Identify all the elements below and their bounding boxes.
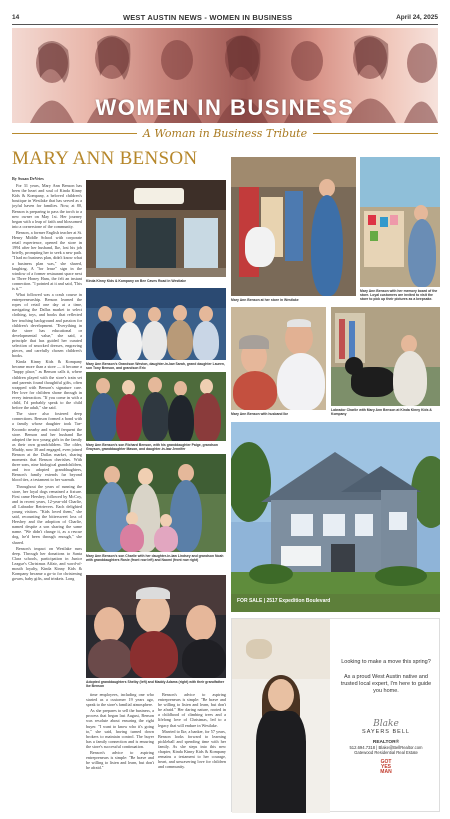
ad-contact[interactable]: 512.694.7318 | Blake@BellRealtor.com xyxy=(349,745,423,750)
caption-store: Kinda Kinny Kids & Kompany on Bee Caves Road in Westlake xyxy=(86,279,186,283)
paragraph: Benson's advice to aspiring entrepreneurs is simple: "Be brave and be willing to listen and learn, but don't be afraid." Her daring nature, rooted in a childhood of climbing trees and a lifelong love of Christmas, led to a legacy that will endure in Westlake. xyxy=(158,692,226,728)
caption-family-1: Mary Ann Benson's Grandson Weston, daughter-in-law Sarah, grand daughter Lauren, son Tony Benson, and grandson Eric xyxy=(86,362,225,371)
paragraph: Throughout the years of running the store, her loyal dogs remained a fixture. First came Hershey, followed by McCoy, and in recent years, 12-year-old Charlie, all Labrador Retrievers. Each delighted young visitors. "Kids loved them," she said, recounting the bittersweet loss of Hershey and the adoption of Charlie, named despite a son sharing the same name. "We didn't change it, as a rescue dog, he'd been through enough," she shared. xyxy=(12,483,82,545)
house-photo xyxy=(231,422,440,612)
paragraph: time employees, including one who started as a customer 19 years ago, speak to the store's familial atmosphere. xyxy=(86,692,154,708)
caption-memory-board: Mary Ann Benson with her memory board of the store. Loyal customers are invited to visit the store to pick up their pictures as a keepsake. xyxy=(360,289,438,302)
house-illustration xyxy=(231,422,440,612)
header-rule xyxy=(12,24,438,25)
paragraph: What followed was a crash course in entrepreneurship. Benson learned the ropes of retail one day at a time, navigating the Dallas market to select clothing, toys, and books that reflected her teaching background and passion for children's development. "Everything in the store has educational or developmental value," she said, a principle that has guided her curated selection of smocked dresses, engraving pieces, and carefully chosen children's books. xyxy=(12,292,82,359)
ad-logo: GOT YES MAN xyxy=(380,758,392,775)
store-photo xyxy=(86,180,226,277)
caption-dog: Labrador Charlie with Mary Ann Benson at Kinda Kinny Kids & Kompany xyxy=(331,408,432,417)
caption-adopted: Adopted granddaughters Shelby (left) and Maddy Adams (right) with their grandfather Ike Benson xyxy=(86,680,225,689)
paragraph: For 31 years, Mary Ann Benson has been the heart and soul of Kinda Kinny Kids & Kompany, a beloved children's boutique in Westlake that has served as a joyful haven for families. Now, at 80, Benson is preparing to pass the torch to a new owner on May 1st. Her journey began with a leap of faith and blossomed into a cornerstone of the community. xyxy=(12,183,82,229)
divider xyxy=(313,133,438,134)
family-photo-3 xyxy=(86,454,226,552)
issue-date: April 24, 2025 xyxy=(396,13,438,21)
paragraph: As she prepares to sell the business, a process that began last August, Benson was resolute about ensuring the right buyer. "I want to know who it's going to," she said, having turned down brokers to maintain control. The buyer has a family connection and is ensuring the store's successful continuation. xyxy=(86,708,154,749)
realtor-photo xyxy=(232,619,330,813)
family-photo-2 xyxy=(86,372,226,441)
ad-signature-name: SAYERS BELL xyxy=(362,729,410,735)
ad-brokerage: Gatewood Residential Real Estate xyxy=(354,750,418,756)
publication-title: WEST AUSTIN NEWS - WOMEN IN BUSINESS xyxy=(122,12,293,22)
tribute-subtitle xyxy=(12,125,438,141)
paragraph: The store also fostered deep connections. Benson formed a bond with a family whose daughter took Tae-Kwondo nearby and would frequent the store. Benson and her husband Ike adopted the two young girls in the family as their own grandchildren. The older, Maddy, now 30 and engaged, even joined Benson at the Dallas market, sharing moments that Benson cherishes. With three sons, nine biological grandchildren, and two adopted granddaughters, Benson's family extends far beyond blood ties, a testament to her warmth. xyxy=(12,411,82,483)
paragraph: Married to Ike, a banker, for 57 years, Benson looks forward to learning pickleball and spending time with her family. As she steps into this new chapter, Kinda Kinny Kids & Kompany remains a testament to her courage, heart, and unwavering love for children and community. xyxy=(158,728,226,770)
caption-display: Mary Ann Benson at her store in Westlake xyxy=(231,298,299,302)
ad-signature: Blake xyxy=(373,719,399,729)
article-column-2 xyxy=(86,692,154,814)
caption-family-2: Mary Ann Benson's son Richard Benson, with his granddaughter Paige, grandson Grayson, granddaughter Mason, and daughter-in-law Jennifer xyxy=(86,443,218,452)
page-header xyxy=(12,10,438,24)
store-display-photo xyxy=(231,157,356,296)
caption-family-3: Mary Ann Benson's son Charlie with her daughter-in-law Lindsey and grandson Noah with granddaughters Rosie (front row left) and Naomi (front row right) xyxy=(86,554,224,563)
paragraph: Benson's impact on Westlake runs deep. Through her donations to Santa Clara schools, participation in Junior League's Christmas Affair, and word-of-mouth loyalty, Kinda Kinny Kids & Kompany became a go-to for christening gowns, baby gifts, and trinkets. Long xyxy=(12,545,82,582)
feature-name: MARY ANN BENSON xyxy=(12,148,198,169)
ad-body: As a proud West Austin native and trusted local expert, I'm here to guide you home. xyxy=(340,674,432,694)
banner-title: WOMEN IN BUSINESS xyxy=(95,95,355,120)
house-label: FOR SALE | 2517 Expedition Boulevard xyxy=(237,598,331,604)
adopted-photo xyxy=(86,575,226,678)
dog-photo xyxy=(331,307,440,406)
paragraph: Kinda Kinny Kids & Kompany became more than a store — it became a "happy place," as Benson calls it, where children played with the store's train set and parents found thoughtful gifts, often wrapped with Benson's signature care. Her love for children shone through in every interaction. "If you come in with a child, I'd probably speak to the child before the adult," she said. xyxy=(12,359,82,411)
article-column-3 xyxy=(158,692,226,814)
paragraph: Benson, a former English teacher at St. Henry Middle School with corporate retail experience, opened the store in 1994 after her husband, Ike, lost his job briefly, prompting her to seek a new path. "I had no business plan, didn't know what a business plan was," she shared, laughing. A "for lease" sign in the window of a former restaurant space next to Three Honey Ham, the felt an instant connection. "I pointed at it and said, 'This is it.'" xyxy=(12,229,82,291)
article-column-1 xyxy=(12,176,82,814)
realtor-ad xyxy=(231,618,440,812)
memory-board-photo xyxy=(360,157,440,287)
family-photo-1 xyxy=(86,288,226,360)
couple-photo xyxy=(231,307,326,410)
divider xyxy=(12,133,137,134)
byline: By Susan DeVries xyxy=(12,176,44,181)
paragraph: Benson's advice to aspiring entrepreneurs is simple: "Be brave and be willing to listen and learn, but don't be afraid." xyxy=(86,750,154,771)
ad-headline: Looking to make a move this spring? xyxy=(341,659,431,665)
caption-couple: Mary Ann Benson with husband Ike xyxy=(231,412,289,416)
banner xyxy=(12,28,438,123)
tribute-text: A Woman in Business Tribute xyxy=(142,126,308,140)
page-number: 14 xyxy=(12,13,20,21)
ad-role: REALTOR® xyxy=(372,740,400,745)
